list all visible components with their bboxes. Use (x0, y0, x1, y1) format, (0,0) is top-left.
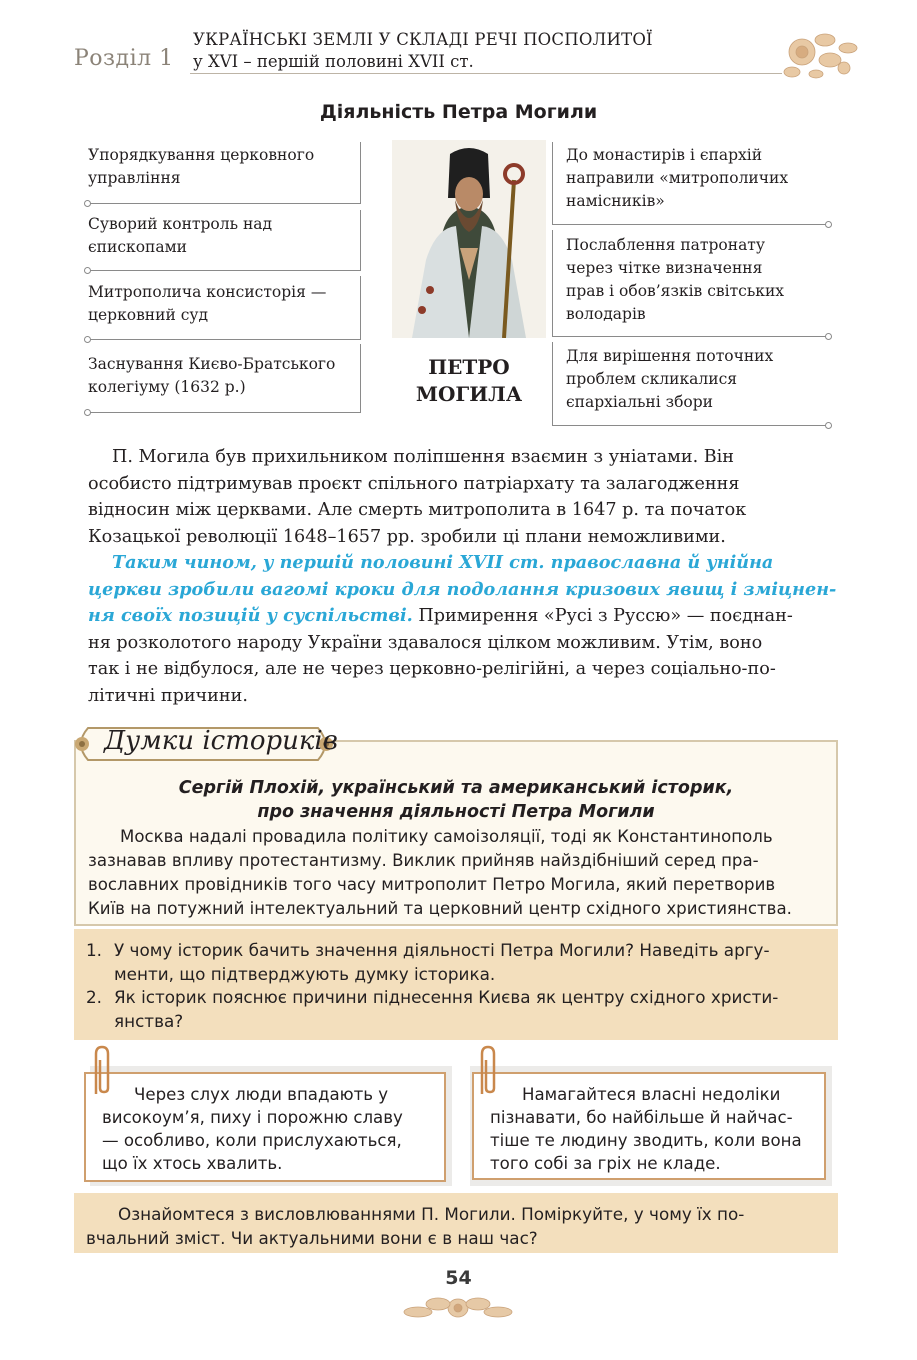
running-subtitle: у XVI – першій половині XVII ст. (193, 52, 474, 71)
bullet-dot (825, 422, 832, 429)
scheme-right-item: Для вирішення поточних проблем скликалися єпархіальні збори (566, 347, 774, 411)
historians-label: Думки істориків (104, 726, 338, 756)
bullet-dot (84, 200, 91, 207)
question-item: 2. Як історик пояснює причини піднесення Києва як центру східного христи- янства? (86, 987, 779, 1031)
historian-attribution: Сергій Плохій, український та американський історик, про значення діяльності Петра Могили (178, 778, 734, 822)
divider (88, 339, 360, 340)
portrait-caption: ПЕТРО МОГИЛА (415, 355, 523, 406)
paperclip-icon (88, 1044, 116, 1100)
scheme-right-item: До монастирів і єпархій направили «митрополичих намісників» (566, 146, 789, 210)
scheme-left-item: Упорядкування церковного управління (88, 146, 315, 187)
running-title: УКРАЇНСЬКІ ЗЕМЛІ У СКЛАДІ РЕЧІ ПОСПОЛИТОЇ (193, 30, 653, 49)
bullet-dot (84, 409, 91, 416)
quote-text: Намагайтеся власні недоліки пізнавати, бо найбільше й найчас- тіше те людину зводить, коли вона того собі за гріх не кладе. (490, 1085, 802, 1173)
historian-quote: Москва надалі провадила політику самоізоляції, тоді як Константинополь зазнавав впливу протестантизму. Виклик прийняв найздібніший серед пра- вославних провідників того часу митрополит Петро Могила, який перетворив Київ на потужний інтелектуальний та церковний центр східного християнства. (88, 827, 792, 918)
bullet-dot (825, 221, 832, 228)
task-text: Ознайомтеся з висловлюваннями П. Могили. Поміркуйте, у чому їх по- вчальний зміст. Чи актуальними вони є в наш час? (86, 1204, 745, 1248)
page-number: 54 (445, 1267, 472, 1289)
question-item: 1. У чому історик бачить значення діяльності Петра Могили? Наведіть аргу- менти, що підтверджують думку історика. (86, 940, 770, 984)
bullet-dot (84, 336, 91, 343)
conclusion-highlight: Таким чином, у першій половині XVII ст. православна й унійна (112, 552, 774, 573)
divider (88, 412, 360, 413)
divider (552, 425, 828, 426)
scheme-left-item: Митрополича консисторія — церковний суд (88, 283, 327, 324)
bullet-dot (84, 267, 91, 274)
section-label: Розділ 1 (74, 46, 174, 71)
questions-list (86, 939, 828, 1033)
scheme-right-item: Послаблення патронату через чітке визначення прав і обов’язків світських володарів (566, 236, 785, 323)
paragraph-2: Таким чином, у першій половині XVII ст. православна й унійна церкви зробили вагомі кроки для подолання кризових явищ і зміцнен- ня своїх позицій у суспільстві. Примирення «Русі з Руссю» — поєднан- ня розколотого народу України здавалося цілком можливим. Утім, воно так і не відбулося, але не через церковно-релігійні, а через соціально-по- літичні причини. (88, 550, 840, 709)
quote-text: Через слух люди впадають у високоум’я, пиху і порожню славу — особливо, коли прислухаються, що їх хтось хвалить. (102, 1085, 403, 1173)
divider (552, 336, 828, 337)
footer-ornament-icon (398, 1290, 518, 1326)
floral-ornament-icon (780, 22, 866, 84)
scheme-title: Діяльність Петра Могили (319, 101, 598, 123)
paperclip-icon (474, 1044, 502, 1100)
scheme-left-item: Заснування Києво-Братського колегіуму (1632 р.) (88, 355, 336, 396)
divider (88, 270, 360, 271)
header-rule (190, 73, 782, 74)
scheme-left-item: Суворий контроль над єпископами (88, 215, 273, 256)
divider (88, 203, 360, 204)
divider (552, 224, 828, 225)
petro-mohyla-portrait (392, 140, 546, 338)
bullet-dot (825, 333, 832, 340)
paragraph-1: П. Могила був прихильником поліпшення взаємин з уніатами. Він особисто підтримував проєкт спільного патріархату та залагодження відносин між церквами. Але смерть митрополита в 1647 р. та початок Козацької революції 1648–1657 рр. зробили ці плани неможливими. (88, 447, 747, 547)
